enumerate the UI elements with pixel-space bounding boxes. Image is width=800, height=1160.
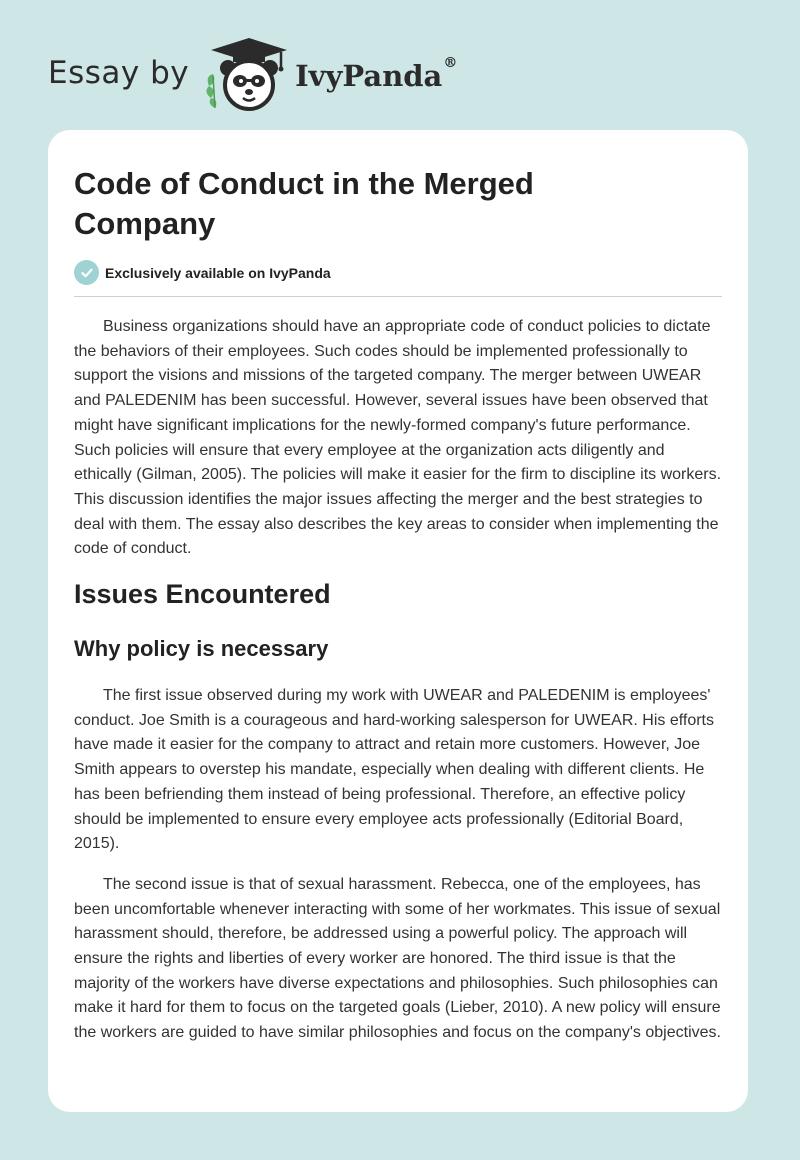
intro-paragraph: Business organizations should have an appropriate code of conduct policies to dictate the behaviors of their employees. Such codes should be implemented professionally to support the visions and missions of the targeted company. The merger between UWEAR and PALEDENIM has been successful. However, several issues have been observed that might have significant implications for the newly-formed company's future performance. Such policies will ensure that every employee at the organization acts diligently and ethically (Gilman, 2005). The policies will make it easier for the firm to discipline its workers. This discussion identifies the major issues affecting the merger and the best strategies to deal with them. The essay also describes the key areas to consider when implementing the code of conduct.	[74, 318, 722, 558]
body-paragraph: The second issue is that of sexual harassment. Rebecca, one of the employees, has been uncomfortable whenever interacting with some of her workmates. This issue of sexual harassment should, therefore, be addressed using a powerful policy. The approach will ensure the rights and liberties of every worker are honored. The third issue is that the majority of the workers have diverse expectations and philosophies. Such philosophies can make it hard for them to focus on the targeted goals (Lieber, 2010). A new policy will ensure the workers are guided to have similar philosophies and focus on the company's objectives.	[74, 875, 721, 1042]
divider	[74, 296, 722, 297]
panda-graduate-logo-icon[interactable]	[201, 36, 291, 112]
registered-mark: ®	[443, 55, 458, 71]
body-paragraph: The first issue observed during my work with UWEAR and PALEDENIM is employees' conduct. Joe Smith is a courageous and hard-working salesperson for UWEAR. His efforts have made it easier for the company to attract and retain more customers. However, Joe Smith appears to overstep his mandate, especially when dealing with different clients. He has been befriending them instead of being professional. Therefore, an effective policy should be implemented to ensure every employee acts professionally (Editorial Board, 2015).	[74, 687, 714, 853]
section-subheading: Why policy is necessary	[74, 636, 329, 662]
page-title: Code of Conduct in the Merged Company	[74, 166, 534, 241]
essay-by-label: Essay by	[48, 55, 190, 91]
exclusive-badge	[74, 260, 722, 285]
brand-name[interactable]: IvyPanda®	[295, 55, 458, 93]
essay-card	[48, 130, 748, 1112]
check-circle-icon	[74, 260, 99, 285]
exclusive-badge-text: Exclusively available on IvyPanda	[105, 264, 331, 281]
section-heading: Issues Encountered	[74, 579, 331, 610]
site-header	[48, 36, 457, 112]
